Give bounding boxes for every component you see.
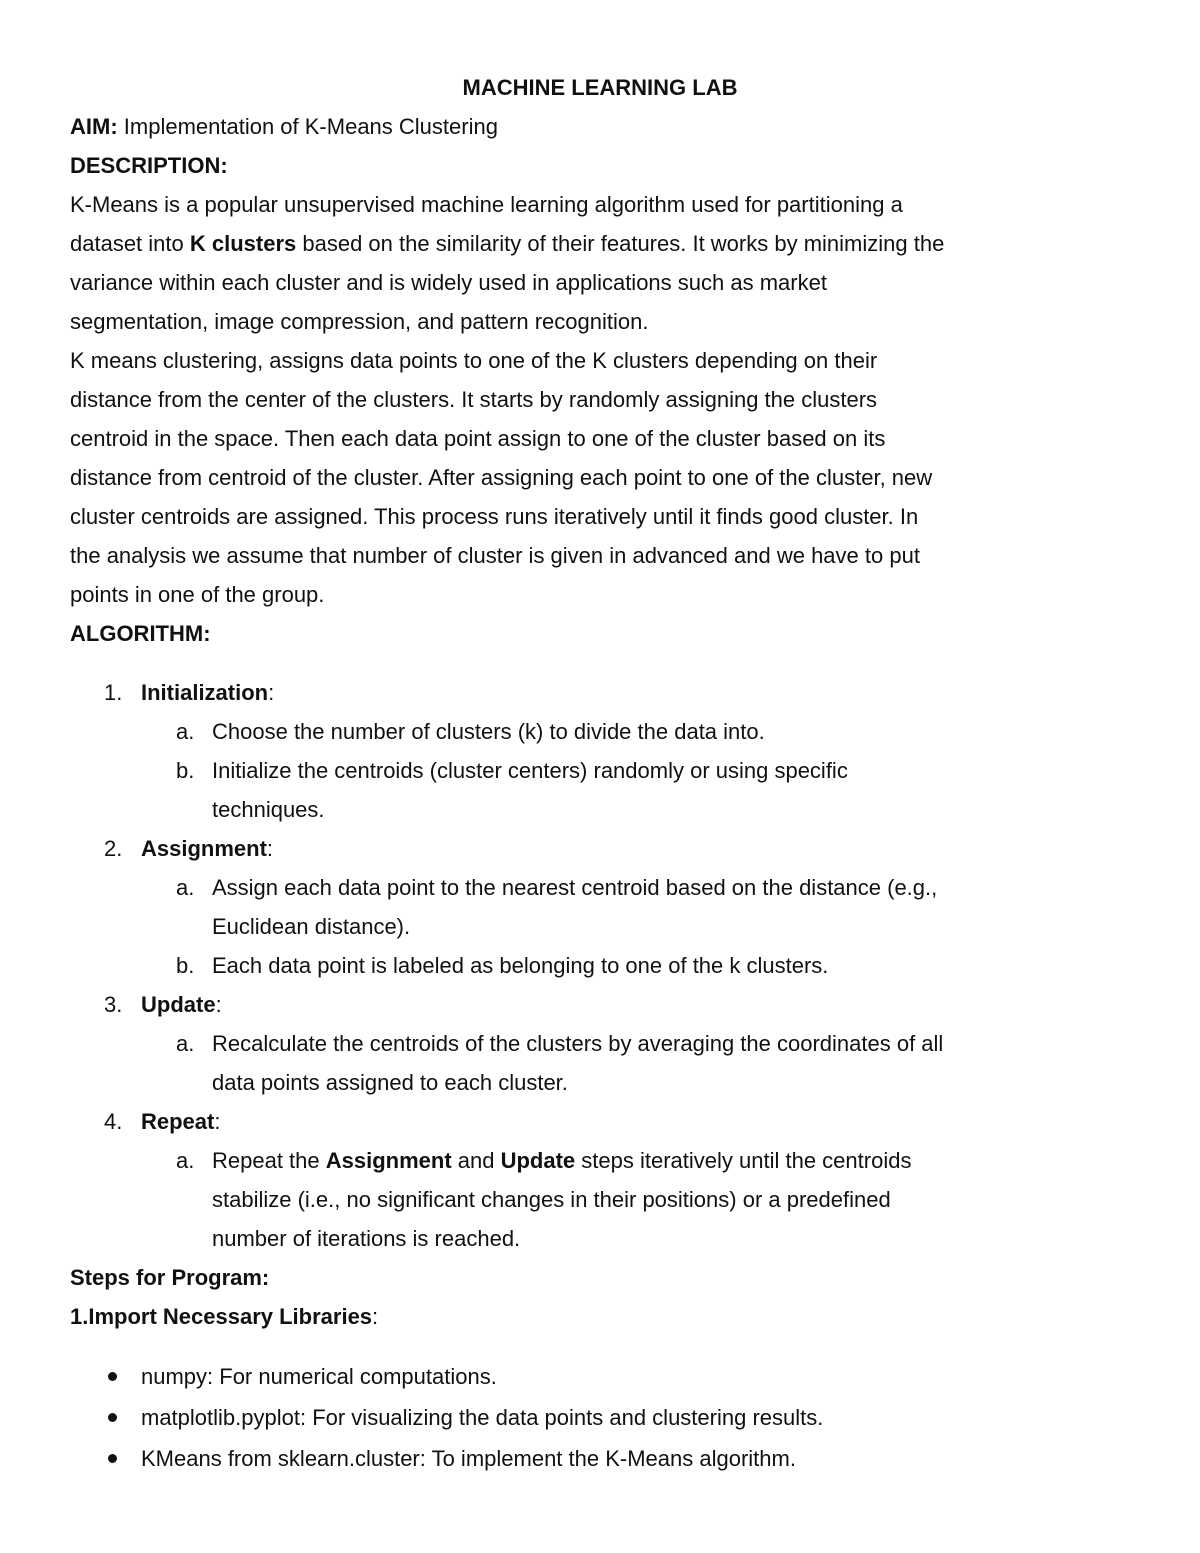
sub-list-item: a. Choose the number of clusters (k) to divide the data into.: [176, 719, 765, 744]
text-line: K-Means is a popular unsupervised machine learning algorithm used for partitioning a: [70, 192, 903, 217]
list-item: 1. Initialization:: [104, 680, 275, 705]
description-heading: DESCRIPTION:: [70, 153, 228, 178]
steps-subheading: 1.Import Necessary Libraries:: [70, 1304, 379, 1329]
sub-list-item-continuation: data points assigned to each cluster.: [212, 1070, 568, 1095]
description-paragraph-1: [70, 185, 1140, 341]
text-line: points in one of the group.: [70, 582, 325, 607]
description-paragraph-2: [70, 341, 1140, 614]
sub-list-item-continuation: Euclidean distance).: [212, 914, 411, 939]
list-item: 4. Repeat:: [104, 1109, 221, 1134]
algorithm-step-3: [70, 985, 1140, 1102]
sub-list-item-continuation: techniques.: [212, 797, 325, 822]
aim-label: AIM:: [70, 114, 118, 139]
list-item: numpy: For numerical computations.: [70, 1356, 1140, 1397]
aim-text: Implementation of K-Means Clustering: [117, 114, 498, 139]
steps-heading: Steps for Program:: [70, 1265, 270, 1290]
sub-list-item-continuation: number of iterations is reached.: [212, 1226, 521, 1251]
bullet-icon: [108, 1372, 117, 1381]
list-item: 3. Update:: [104, 992, 222, 1017]
sub-list-item: b. Initialize the centroids (cluster centers) randomly or using specific: [176, 758, 848, 783]
sub-list-item-continuation: stabilize (i.e., no significant changes in their positions) or a predefined: [212, 1187, 891, 1212]
bullet-icon: [108, 1413, 117, 1422]
algorithm-heading: ALGORITHM:: [70, 621, 211, 646]
k-clusters-emphasis: K clusters: [189, 231, 297, 256]
bullet-icon: [108, 1454, 117, 1463]
algorithm-step-2: [70, 829, 1140, 985]
sub-list-item: a. Assign each data point to the nearest centroid based on the distance (e.g.,: [176, 875, 938, 900]
sub-list-item: b. Each data point is labeled as belonging to one of the k clusters.: [176, 953, 829, 978]
sub-list-item: a. Repeat the Assignment and Update steps iteratively until the centroids: [176, 1148, 912, 1173]
aim-line: [70, 107, 1140, 146]
text-line: distance from centroid of the cluster. After assigning each point to one of the cluster, new: [70, 465, 933, 490]
algorithm-step-4: [70, 1102, 1140, 1258]
algorithm-step-1: [70, 673, 1140, 829]
list-item: KMeans from sklearn.cluster: To implement the K-Means algorithm.: [70, 1438, 1140, 1479]
text-line: the analysis we assume that number of cluster is given in advanced and we have to put: [70, 543, 920, 568]
text-line: segmentation, image compression, and pattern recognition.: [70, 309, 649, 334]
text-line: centroid in the space. Then each data point assign to one of the cluster based on its: [70, 426, 886, 451]
library-bullet-list: [70, 1356, 1140, 1479]
text-line: dataset into K clusters based on the similarity of their features. It works by minimizing the: [70, 231, 945, 256]
text-line: K means clustering, assigns data points to one of the K clusters depending on their: [70, 348, 878, 373]
text-line: distance from the center of the clusters. It starts by randomly assigning the clusters: [70, 387, 878, 412]
sub-list-item: a. Recalculate the centroids of the clusters by averaging the coordinates of all: [176, 1031, 944, 1056]
text-line: variance within each cluster and is widely used in applications such as market: [70, 270, 827, 295]
document-page: [70, 68, 1140, 1479]
list-item: 2. Assignment:: [104, 836, 274, 861]
text-line: cluster centroids are assigned. This process runs iteratively until it finds good cluster. In: [70, 504, 919, 529]
page-title: MACHINE LEARNING LAB: [462, 75, 738, 100]
list-item: matplotlib.pyplot: For visualizing the data points and clustering results.: [70, 1397, 1140, 1438]
